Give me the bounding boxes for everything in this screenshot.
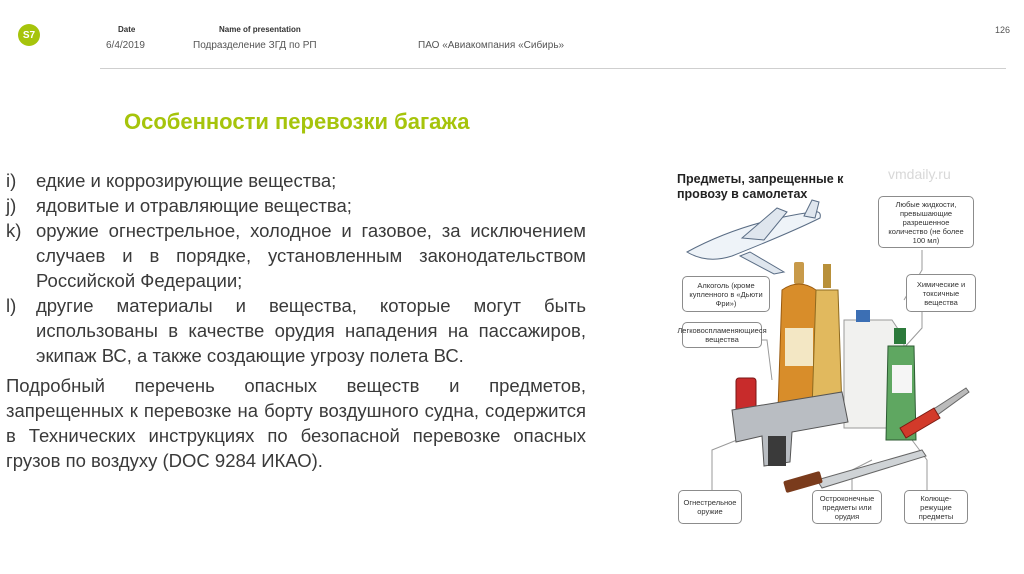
label-piercing-objects: Колюще-режущие предметы [904, 490, 968, 524]
label-sharp-objects: Остроконечные предметы или орудия [812, 490, 882, 524]
label-flammable: Легковоспламеняющиеся вещества [682, 322, 762, 348]
reference-paragraph: Подробный перечень опасных веществ и предметов, запрещенных к перевозке на борту воздушного судна, содержится в Технических инструкциях по безопасной перевозке опасных грузов по воздуху (DOC 9284 ИКАО). [6, 375, 586, 471]
list-marker: j) [6, 195, 17, 216]
page-number: 126 [994, 25, 1010, 35]
list-item [6, 168, 586, 193]
date-label: Date [118, 25, 136, 34]
company-name: ПАО «Авиакомпания «Сибирь» [418, 40, 565, 51]
s7-logo: S7 [18, 24, 40, 46]
bottle-icon [812, 264, 842, 410]
list-item-text: другие материалы и вещества, которые могут быть использованы в качестве орудия нападения на пассажиров, экипаж ВС, а также создающие угрозу полета ВС. [36, 295, 586, 366]
label-alcohol: Алкоголь (кроме купленного в «Дьюти Фри») [682, 276, 770, 312]
knife-icon [783, 450, 926, 493]
list-marker: l) [6, 295, 17, 316]
list-item-text: оружие огнестрельное, холодное и газовое, за исключением случаев и в порядке, установленным законодательством Российской Федерации; [36, 220, 586, 291]
watermark: vmdaily.ru [888, 166, 951, 182]
list-item [6, 293, 586, 368]
body-text [6, 168, 586, 473]
date-value: 6/4/2019 [106, 40, 145, 51]
list-item-text: едкие и коррозирующие вещества; [36, 170, 337, 191]
label-liquids: Любые жидкости, превышающие разрешенное количество (не более 100 мл) [878, 196, 974, 248]
slide-title: Особенности перевозки багажа [124, 109, 470, 134]
label-chemicals: Химические и токсичные вещества [906, 274, 976, 312]
presentation-name-label: Name of presentation [219, 25, 301, 34]
infographic-title: Предметы, запрещенные к провозу в самолетах [677, 172, 844, 201]
list-item-text: ядовитые и отравляющие вещества; [36, 195, 352, 216]
header-divider [100, 68, 1006, 69]
prohibited-items-infographic [672, 160, 986, 540]
list-marker: k) [6, 220, 22, 241]
label-firearms: Огнестрельное оружие [678, 490, 742, 524]
department-name: Подразделение ЗГД по РП [193, 40, 317, 51]
list-item [6, 193, 586, 218]
list-item [6, 218, 586, 293]
list-marker: i) [6, 170, 17, 191]
